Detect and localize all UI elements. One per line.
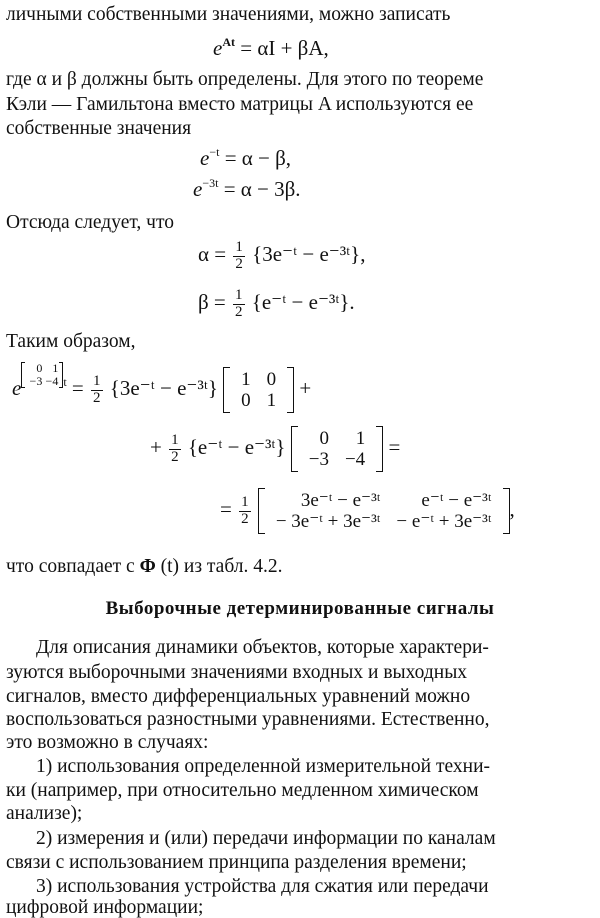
- list-item: 1) использования определенной измерительной техни-: [36, 756, 491, 777]
- text-line: Кэли — Гамильтона вместо матрицы A используются ее: [6, 94, 474, 115]
- text-line: ки (например, при относительно медленном химическом: [6, 780, 479, 801]
- section-heading: Выборочные детерминированные сигналы: [105, 598, 495, 619]
- text-line: Таким образом,: [6, 331, 136, 352]
- equation-alpha: α = $\frac{1}{2}$ {3e⁻ᵗ − e⁻³ᵗ},: [198, 239, 366, 272]
- text-line: воспользоваться разностными уравнениями. Естественно,: [6, 709, 490, 730]
- text-line: сигналов, вместо дифференциальных уравнений можно: [6, 686, 471, 707]
- text-line: Для описания динамики объектов, которые характери-: [36, 637, 489, 658]
- equation-beta: β = $\frac{1}{2}$ {e⁻ᵗ − e⁻³ᵗ}.: [198, 287, 355, 320]
- text-line: что совпадает с Φ (t) из табл. 4.2.: [6, 556, 283, 577]
- equation-eigen-2: $e^{-3t} = \alpha - 3\beta$.: [193, 176, 301, 201]
- list-item: 3) использования устройства для сжатия или передачи: [36, 876, 489, 897]
- text-line: Отсюда следует, что: [6, 212, 175, 233]
- exponent-matrix: 0 1 −3 −4: [21, 362, 63, 388]
- equation-solution-line-3: = $\frac{1}{2}$ 3e⁻ᵗ − e⁻³ᵗ e⁻ᵗ − e⁻³ᵗ − 3e⁻ᵗ + 3e⁻³ᵗ − e⁻ᵗ + 3e⁻³ᵗ ,: [220, 490, 515, 532]
- text-line: зуются выборочными значениями входных и выходных: [6, 662, 468, 683]
- equation-solution-line-1: e0 1 −3 −4 $^t$ = $\frac{1}{2}$ {3e⁻ᵗ − e⁻³ᵗ} 1 0 0 1 +: [12, 361, 312, 412]
- system-matrix: 0 1 −3 −4: [291, 426, 383, 472]
- identity-matrix: 1 0 0 1: [223, 367, 294, 413]
- equation-solution-line-2: + $\frac{1}{2}$ {e⁻ᵗ − e⁻³ᵗ} 0 1 −3 −4 =: [150, 428, 401, 470]
- text-line: собственные значения: [6, 118, 192, 139]
- equation-eigen-1: $e^{-t} = \alpha - \beta$,: [200, 145, 292, 170]
- text-line: это возможно в случаях:: [6, 732, 209, 753]
- text-line: личными собственными значениями, можно записать: [6, 4, 451, 25]
- text-line: анализе);: [6, 803, 83, 824]
- equation-matrix-exponential: $e^{At} = \alpha I + \beta A$,: [213, 35, 329, 60]
- transition-matrix: 3e⁻ᵗ − e⁻³ᵗ e⁻ᵗ − e⁻³ᵗ − 3e⁻ᵗ + 3e⁻³ᵗ − e⁻ᵗ + 3e⁻³ᵗ: [258, 488, 510, 534]
- list-item: 2) измерения и (или) передачи информации по каналам: [36, 828, 496, 849]
- text-line: цифровой информации;: [6, 897, 204, 918]
- text-line: где α и β должны быть определены. Для этого по теореме: [6, 69, 484, 90]
- text-line: связи с использованием принципа разделения времени;: [6, 852, 467, 873]
